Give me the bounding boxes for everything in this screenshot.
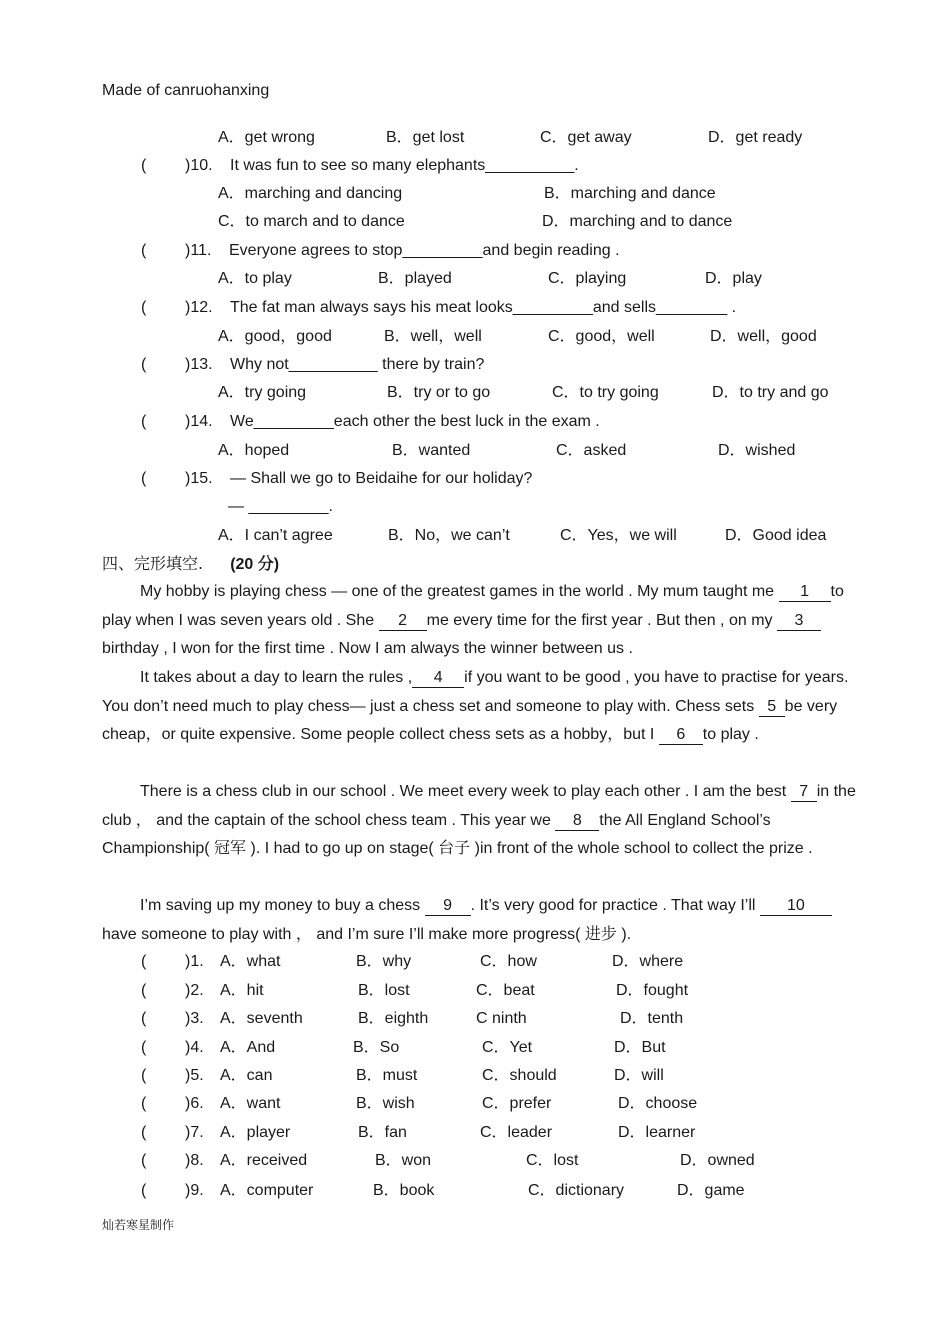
answer-paren: ( (141, 1152, 147, 1169)
option-c: C．Yes，we will (560, 527, 677, 544)
option-d: D．to try and go (712, 384, 829, 401)
option-a: A．seventh (220, 1010, 303, 1027)
page-header: Made of canruohanxing (102, 82, 270, 99)
passage-text: I’m saving up my money to buy a chess (140, 897, 421, 914)
passage-text: in the club ， and the captain of the school chess team . This year we (102, 783, 856, 829)
option-d: D．marching and to dance (542, 213, 733, 230)
option-c: C．how (480, 953, 537, 970)
question-number: )8. (185, 1152, 204, 1169)
cloze-blank-5: 5 (759, 698, 785, 717)
option-a: A．hoped (218, 442, 290, 459)
passage-text: to play . (702, 726, 759, 744)
question-number: )11. (185, 242, 212, 259)
option-c: C．asked (556, 442, 627, 459)
cloze-blank-9: 9 (425, 897, 471, 916)
question-number: )4. (185, 1039, 204, 1056)
option-b: B．fan (358, 1124, 407, 1141)
option-c: C．should (482, 1067, 557, 1084)
question-stem: We_________each other the best luck in the exam . (230, 413, 600, 430)
cloze-blank-10: 10 (760, 897, 832, 916)
answer-paren: ( (141, 953, 147, 970)
option-b: B．marching and dance (544, 185, 716, 202)
question-number: )3. (185, 1010, 204, 1027)
option-c: C．lost (526, 1152, 579, 1169)
passage-text: be very cheap，or quite expensive. Some people collect chess sets as a hobby，but I (102, 697, 838, 744)
option-b: B．book (373, 1182, 435, 1199)
question-number: )1. (185, 953, 204, 970)
option-d: D．fought (616, 982, 689, 999)
question-stem: Why not__________ there by train? (230, 356, 485, 373)
option-d: D．game (677, 1182, 745, 1199)
option-b: B．must (356, 1067, 418, 1084)
option-d: D．well，good (710, 328, 817, 345)
option-c: C．to march and to dance (218, 213, 405, 230)
question-number: )9. (185, 1182, 204, 1199)
answer-paren: ( (141, 242, 147, 259)
option-b: B．wish (356, 1095, 415, 1112)
section-heading (102, 551, 279, 574)
cloze-blank-3: 3 (777, 612, 821, 631)
question-number: )13. (185, 356, 213, 373)
option-c: C．good，well (548, 328, 655, 345)
question-number: )5. (185, 1067, 204, 1084)
passage-paragraph-4 (102, 892, 862, 949)
question-number: )15. (185, 470, 213, 487)
passage-paragraph-2 (102, 664, 862, 750)
page-footer: 灿若寒星制作 (102, 1218, 175, 1232)
cloze-blank-1: 1 (779, 583, 831, 602)
option-a: A．good，good (218, 328, 332, 345)
question-number: )12. (185, 299, 213, 316)
question-number: )14. (185, 413, 213, 430)
option-b: B．eighth (358, 1010, 429, 1027)
option-c: C．prefer (482, 1095, 552, 1112)
answer-paren: ( (141, 1067, 147, 1084)
option-c: C．Yet (482, 1039, 533, 1056)
option-a: A．hit (220, 982, 264, 999)
option-a: A．computer (220, 1182, 314, 1199)
option-a: A．And (220, 1039, 276, 1056)
answer-paren: ( (141, 1039, 147, 1056)
answer-paren: ( (141, 413, 147, 430)
answer-paren: ( (141, 1124, 147, 1141)
cloze-blank-4: 4 (412, 669, 464, 688)
cloze-blank-6: 6 (659, 726, 703, 745)
option-a: A．try going (218, 384, 307, 401)
option-b: B．well，well (384, 328, 482, 345)
passage-paragraph-1 (102, 578, 862, 664)
answer-paren: ( (141, 299, 147, 316)
question-number: )7. (185, 1124, 204, 1141)
option-d: D．owned (680, 1152, 755, 1169)
option-b: B．No，we can’t (388, 527, 510, 544)
option-a: A．I can’t agree (218, 527, 333, 544)
cloze-blank-8: 8 (555, 812, 599, 831)
option-a: A．player (220, 1124, 291, 1141)
question-number: )6. (185, 1095, 204, 1112)
option-c: C．dictionary (528, 1182, 625, 1199)
passage-text: have someone to play with ， and I’m sure I’ll make more progress( 进步 ). (102, 925, 632, 943)
question-stem: Everyone agrees to stop_________and begin reading . (229, 242, 620, 259)
option-c: C ninth (476, 1010, 527, 1027)
passage-paragraph-3 (102, 778, 862, 864)
option-b: B．played (378, 270, 452, 287)
passage-text: to play when I was seven years old . She (102, 583, 844, 629)
cloze-blank-7: 7 (791, 783, 817, 802)
question-number: )2. (185, 982, 204, 999)
option-a: A．can (220, 1067, 273, 1084)
option-d: D．where (612, 953, 684, 970)
option-a: A．received (220, 1152, 308, 1169)
option-b: B．So (353, 1039, 400, 1056)
option-d: D．will (614, 1067, 664, 1084)
passage-text: birthday , I won for the first time . Now I am always the winner between us . (102, 640, 633, 658)
option-c: C．get away (540, 129, 632, 146)
question-number: )10. (185, 157, 213, 174)
section-title: 四、完形填空. (102, 554, 204, 573)
answer-paren: ( (141, 1010, 147, 1027)
option-d: D．wished (718, 442, 796, 459)
option-b: B．why (356, 953, 412, 970)
answer-paren: ( (141, 356, 147, 373)
passage-text: My hobby is playing chess — one of the greatest games in the world . My mum taught me (140, 583, 775, 600)
option-b: B．lost (358, 982, 410, 999)
passage-text: . It’s very good for practice . That way I’ll (470, 897, 756, 914)
option-a: A．to play (218, 270, 292, 287)
option-c: C．playing (548, 270, 627, 287)
option-a: A．what (220, 953, 281, 970)
passage-text: There is a chess club in our school . We meet every week to play each other . I am the best (140, 783, 787, 800)
passage-text: me every time for the first year . But then , on my (426, 611, 773, 629)
option-d: D．learner (618, 1124, 696, 1141)
passage-text: the All England School’s Championship( 冠军 ). I had to go up on stage( 台子 )in front of the whole school to collect the prize . (102, 811, 813, 858)
answer-paren: ( (141, 1095, 147, 1112)
section-score: (20 分) (230, 556, 280, 573)
option-b: B．try or to go (387, 384, 491, 401)
option-d: D．Good idea (725, 527, 827, 544)
answer-paren: ( (141, 1182, 147, 1199)
option-c: C．leader (480, 1124, 553, 1141)
question-stem: — Shall we go to Beidaihe for our holiday? (230, 470, 533, 487)
option-c: C．beat (476, 982, 535, 999)
passage-text: if you want to be good , you have to practise for years. You don’t need much to play chess— just a chess set and someone to play with. Chess sets (102, 669, 849, 715)
option-b: B．won (375, 1152, 432, 1169)
cloze-blank-2: 2 (379, 612, 427, 631)
option-d: D．choose (618, 1095, 698, 1112)
option-b: B．wanted (392, 442, 471, 459)
answer-paren: ( (141, 982, 147, 999)
answer-paren: ( (141, 470, 147, 487)
option-d: D．But (614, 1039, 666, 1056)
passage-text: It takes about a day to learn the rules , (140, 669, 413, 686)
option-a: A．want (220, 1095, 281, 1112)
option-a: A．get wrong (218, 129, 315, 146)
question-stem: It was fun to see so many elephants__________. (230, 157, 579, 174)
option-a: A．marching and dancing (218, 185, 403, 202)
option-d: D．play (705, 270, 762, 287)
option-c: C．to try going (552, 384, 659, 401)
answer-paren: ( (141, 157, 147, 174)
question-stem: The fat man always says his meat looks_________and sells________ . (230, 299, 737, 316)
option-b: B．get lost (386, 129, 465, 146)
option-d: D．get ready (708, 129, 803, 146)
option-d: D．tenth (620, 1010, 684, 1027)
question-15-response-line: — _________. (228, 498, 333, 515)
